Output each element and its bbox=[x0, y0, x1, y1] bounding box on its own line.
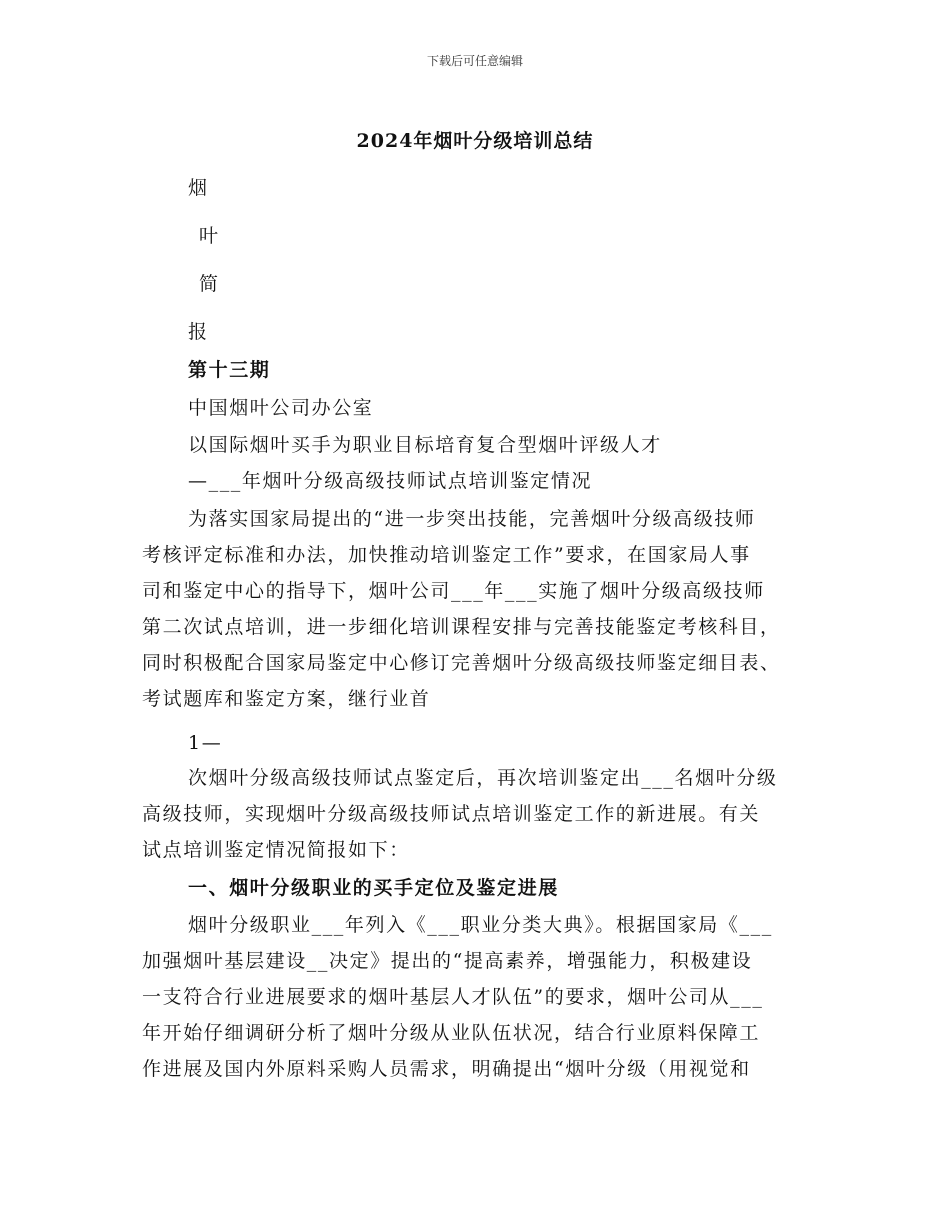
section-heading: 一、烟叶分级职业的买手定位及鉴定进展 bbox=[188, 877, 559, 899]
paragraph-line: 考试题库和鉴定方案，继行业首 bbox=[142, 688, 431, 710]
paragraph-line: 次烟叶分级高级技师试点鉴定后，再次培训鉴定出___名烟叶分级 bbox=[188, 767, 778, 789]
paragraph-line: 加强烟叶基层建设__决定》提出的“提高素养，增强能力，积极建设 bbox=[142, 950, 753, 972]
paragraph-line: 年开始仔细调研分析了烟叶分级从业队伍状况，结合行业原料保障工 bbox=[142, 1022, 761, 1044]
vertical-title-char: 烟 bbox=[188, 177, 209, 199]
document-title: 2024年烟叶分级培训总结 bbox=[356, 130, 594, 152]
page-marker: 1— bbox=[188, 732, 223, 754]
vertical-title-char: 简 bbox=[199, 273, 220, 295]
paragraph-line: 烟叶分级职业___年列入《___职业分类大典》。根据国家局《___ bbox=[188, 914, 773, 936]
headline: 以国际烟叶买手为职业目标培育复合型烟叶评级人才 bbox=[188, 434, 662, 456]
paragraph-line: 同时积极配合国家局鉴定中心修订完善烟叶分级高级技师鉴定细目表、 bbox=[142, 652, 781, 674]
paragraph-line: 为落实国家局提出的“进一步突出技能，完善烟叶分级高级技师 bbox=[188, 508, 756, 530]
paragraph-line: 考核评定标准和办法，加快推动培训鉴定工作”要求，在国家局人事 bbox=[142, 544, 751, 566]
vertical-title-char: 叶 bbox=[199, 225, 220, 247]
paragraph-line: 试点培训鉴定情况简报如下： bbox=[142, 839, 410, 861]
office-name: 中国烟叶公司办公室 bbox=[188, 397, 374, 419]
paragraph-line: 第二次试点培训，进一步细化培训课程安排与完善技能鉴定考核科目， bbox=[142, 616, 781, 638]
subheadline: —___年烟叶分级高级技师试点培训鉴定情况 bbox=[188, 470, 593, 492]
paragraph-line: 作进展及国内外原料采购人员需求，明确提出“烟叶分级（用视觉和 bbox=[142, 1058, 751, 1080]
paragraph-line: 司和鉴定中心的指导下，烟叶公司___年___实施了烟叶分级高级技师 bbox=[142, 580, 765, 602]
page-header: 下载后可任意编辑 bbox=[426, 54, 523, 68]
vertical-title-char: 报 bbox=[188, 321, 209, 343]
paragraph-line: 一支符合行业进展要求的烟叶基层人才队伍”的要求，烟叶公司从___ bbox=[142, 986, 764, 1008]
paragraph-line: 高级技师，实现烟叶分级高级技师试点培训鉴定工作的新进展。有关 bbox=[142, 803, 761, 825]
issue-number: 第十三期 bbox=[188, 359, 271, 381]
